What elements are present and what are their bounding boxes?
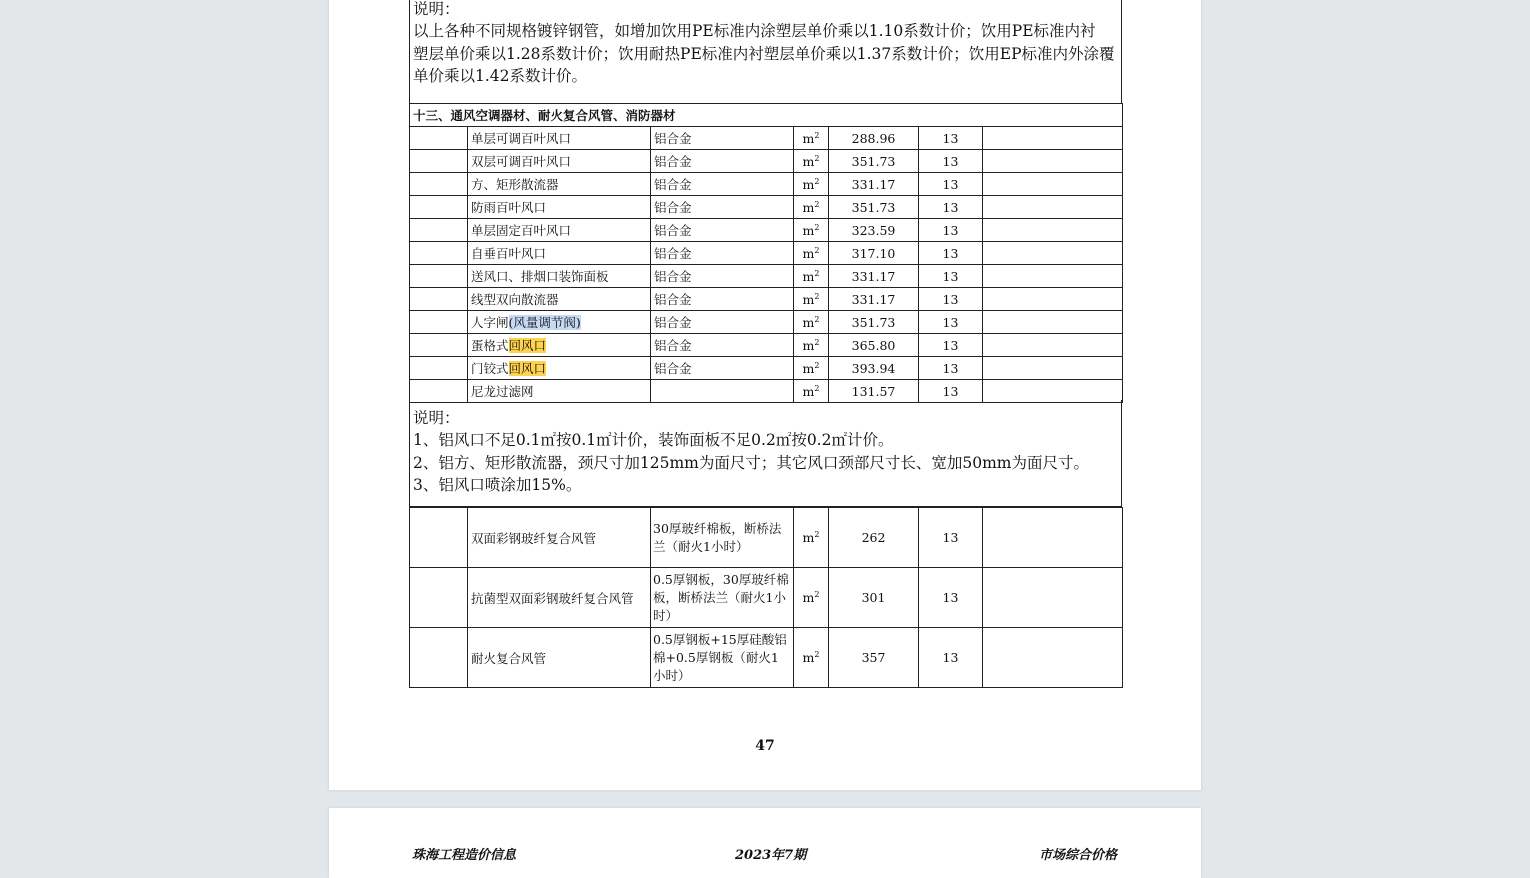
remark-cell bbox=[983, 334, 1123, 357]
vent-price-note bbox=[409, 400, 1122, 507]
material-cell: 铝合金 bbox=[651, 311, 794, 334]
footer-category: 市场综合价格 bbox=[1039, 848, 1118, 863]
unit-cell bbox=[794, 288, 829, 311]
unit-superscript: 2 bbox=[814, 245, 820, 255]
unit-cell bbox=[794, 196, 829, 219]
spec-cell: 0.5厚钢板+15厚硅酸铝棉+0.5厚钢板（耐火1小时） bbox=[651, 628, 794, 688]
remark-cell bbox=[983, 219, 1123, 242]
unit-superscript: 2 bbox=[814, 649, 820, 659]
table-row bbox=[410, 127, 1123, 150]
document-page bbox=[329, 0, 1201, 790]
unit-cell bbox=[794, 242, 829, 265]
table-row bbox=[410, 150, 1123, 173]
tax-rate-cell: 13 bbox=[919, 380, 983, 403]
material-cell: 铝合金 bbox=[651, 288, 794, 311]
unit-text: m bbox=[802, 383, 815, 399]
unit-superscript: 2 bbox=[814, 222, 820, 232]
material-cell: 铝合金 bbox=[651, 265, 794, 288]
price-cell: 331.17 bbox=[829, 173, 919, 196]
note-line: 1、铝风口不足0.1㎡按0.1㎡计价，装饰面板不足0.2㎡按0.2㎡计价。 bbox=[413, 431, 894, 450]
note-line: 2、铝方、矩形散流器，颈尺寸加125mm为面尺寸；其它风口颈部尺寸长、宽加50mm为面尺寸。 bbox=[413, 453, 1089, 472]
unit-cell bbox=[794, 219, 829, 242]
index-cell bbox=[410, 196, 468, 219]
tax-rate-cell: 13 bbox=[919, 150, 983, 173]
remark-cell bbox=[983, 508, 1123, 568]
price-cell: 351.73 bbox=[829, 311, 919, 334]
index-cell bbox=[410, 265, 468, 288]
remark-cell bbox=[983, 150, 1123, 173]
price-cell: 323.59 bbox=[829, 219, 919, 242]
material-cell: 铝合金 bbox=[651, 357, 794, 380]
item-name-cell: 抗菌型双面彩钢玻纤复合风管 bbox=[468, 568, 651, 628]
table-row bbox=[410, 242, 1123, 265]
footer-publication: 珠海工程造价信息 bbox=[412, 848, 517, 863]
tax-rate-cell: 13 bbox=[919, 568, 983, 628]
note-line: 说明： bbox=[413, 409, 460, 427]
price-cell: 317.10 bbox=[829, 242, 919, 265]
hvac-price-table bbox=[409, 103, 1123, 403]
remark-cell bbox=[983, 242, 1123, 265]
tax-rate-cell: 13 bbox=[919, 628, 983, 688]
unit-superscript: 2 bbox=[814, 199, 820, 209]
item-name-cell: 单层可调百叶风口 bbox=[468, 127, 651, 150]
price-cell: 262 bbox=[829, 508, 919, 568]
unit-superscript: 2 bbox=[814, 176, 820, 186]
unit-text: m bbox=[802, 337, 815, 353]
pipe-price-note bbox=[409, 0, 1122, 104]
spec-cell: 0.5厚钢板，30厚玻纤棉板，断桥法兰（耐火1小时） bbox=[651, 568, 794, 628]
tax-rate-cell: 13 bbox=[919, 311, 983, 334]
material-cell: 铝合金 bbox=[651, 127, 794, 150]
item-name-cell: 方、矩形散流器 bbox=[468, 173, 651, 196]
material-cell: 铝合金 bbox=[651, 334, 794, 357]
price-cell: 351.73 bbox=[829, 196, 919, 219]
spec-cell: 30厚玻纤棉板，断桥法兰（耐火1小时） bbox=[651, 508, 794, 568]
material-cell: 铝合金 bbox=[651, 242, 794, 265]
unit-text: m bbox=[802, 650, 815, 665]
unit-text: m bbox=[802, 130, 815, 146]
table-row bbox=[410, 311, 1123, 334]
unit-cell bbox=[794, 357, 829, 380]
tax-rate-cell: 13 bbox=[919, 334, 983, 357]
price-cell: 357 bbox=[829, 628, 919, 688]
index-cell bbox=[410, 568, 468, 628]
tax-rate-cell: 13 bbox=[919, 173, 983, 196]
remark-cell bbox=[983, 288, 1123, 311]
index-cell bbox=[410, 288, 468, 311]
tax-rate-cell: 13 bbox=[919, 508, 983, 568]
index-cell bbox=[410, 219, 468, 242]
unit-cell bbox=[794, 173, 829, 196]
table-row bbox=[410, 196, 1123, 219]
unit-superscript: 2 bbox=[814, 589, 820, 599]
index-cell bbox=[410, 150, 468, 173]
tax-rate-cell: 13 bbox=[919, 288, 983, 311]
unit-cell bbox=[794, 508, 829, 568]
price-cell: 131.57 bbox=[829, 380, 919, 403]
highlighted-text[interactable]: 回风口 bbox=[508, 361, 547, 376]
table-row bbox=[410, 219, 1123, 242]
note-line: 3、铝风口喷涂加15%。 bbox=[413, 475, 582, 494]
unit-superscript: 2 bbox=[814, 314, 820, 324]
index-cell bbox=[410, 173, 468, 196]
unit-superscript: 2 bbox=[814, 291, 820, 301]
table-row bbox=[410, 357, 1123, 380]
table-row bbox=[410, 173, 1123, 196]
item-name-cell bbox=[468, 357, 651, 380]
unit-text: m bbox=[802, 199, 815, 215]
note-line: 单价乘以1.42系数计价。 bbox=[413, 66, 588, 85]
unit-text: m bbox=[802, 245, 815, 261]
highlighted-text[interactable]: 回风口 bbox=[508, 338, 547, 353]
item-name-prefix: 蛋格式 bbox=[471, 338, 509, 353]
remark-cell bbox=[983, 628, 1123, 688]
unit-cell bbox=[794, 150, 829, 173]
tax-rate-cell: 13 bbox=[919, 265, 983, 288]
footer-issue: 2023年7期 bbox=[735, 848, 807, 863]
unit-text: m bbox=[802, 222, 815, 238]
page-number: 47 bbox=[755, 738, 775, 754]
tax-rate-cell: 13 bbox=[919, 127, 983, 150]
remark-cell bbox=[983, 357, 1123, 380]
unit-text: m bbox=[802, 153, 815, 169]
item-name-cell: 尼龙过滤网 bbox=[468, 380, 651, 403]
material-cell: 铝合金 bbox=[651, 150, 794, 173]
unit-text: m bbox=[802, 530, 815, 545]
unit-text: m bbox=[802, 314, 815, 330]
item-name-cell: 双层可调百叶风口 bbox=[468, 150, 651, 173]
price-cell: 301 bbox=[829, 568, 919, 628]
unit-superscript: 2 bbox=[814, 360, 820, 370]
tax-rate-cell: 13 bbox=[919, 242, 983, 265]
item-name-cell: 耐火复合风管 bbox=[468, 628, 651, 688]
unit-text: m bbox=[802, 360, 815, 376]
unit-superscript: 2 bbox=[814, 130, 820, 140]
table-row bbox=[410, 334, 1123, 357]
table-row bbox=[410, 288, 1123, 311]
item-name-cell bbox=[468, 334, 651, 357]
unit-superscript: 2 bbox=[814, 383, 820, 393]
unit-cell bbox=[794, 568, 829, 628]
price-cell: 351.73 bbox=[829, 150, 919, 173]
unit-cell bbox=[794, 334, 829, 357]
unit-cell bbox=[794, 265, 829, 288]
section-title-row bbox=[410, 104, 1123, 127]
remark-cell bbox=[983, 265, 1123, 288]
tax-rate-cell: 13 bbox=[919, 357, 983, 380]
index-cell bbox=[410, 127, 468, 150]
section-title: 十三、通风空调器材、耐火复合风管、消防器材 bbox=[410, 104, 1123, 127]
remark-cell bbox=[983, 127, 1123, 150]
item-name-cell: 防雨百叶风口 bbox=[468, 196, 651, 219]
item-name-cell: 双面彩钢玻纤复合风管 bbox=[468, 508, 651, 568]
unit-cell bbox=[794, 127, 829, 150]
table-row bbox=[410, 265, 1123, 288]
note-line: 塑层单价乘以1.28系数计价；饮用耐热PE标准内衬塑层单价乘以1.37系数计价；饮用EP标准内外涂覆 bbox=[413, 44, 1115, 63]
index-cell bbox=[410, 311, 468, 334]
unit-superscript: 2 bbox=[814, 268, 820, 278]
unit-superscript: 2 bbox=[814, 337, 820, 347]
unit-superscript: 2 bbox=[814, 529, 820, 539]
price-cell: 288.96 bbox=[829, 127, 919, 150]
material-cell: 铝合金 bbox=[651, 219, 794, 242]
tax-rate-cell: 13 bbox=[919, 219, 983, 242]
item-name-cell: 送风口、排烟口装饰面板 bbox=[468, 265, 651, 288]
remark-cell bbox=[983, 173, 1123, 196]
index-cell bbox=[410, 628, 468, 688]
item-name-cell: 线型双向散流器 bbox=[468, 288, 651, 311]
tax-rate-cell: 13 bbox=[919, 196, 983, 219]
note-line: 以上各种不同规格镀锌钢管，如增加饮用PE标准内涂塑层单价乘以1.10系数计价；饮用PE标准内衬 bbox=[413, 22, 1096, 41]
item-name-cell: 单层固定百叶风口 bbox=[468, 219, 651, 242]
unit-cell bbox=[794, 311, 829, 334]
price-cell: 365.80 bbox=[829, 334, 919, 357]
index-cell bbox=[410, 334, 468, 357]
item-name-prefix: 门铰式 bbox=[471, 361, 509, 376]
remark-cell bbox=[983, 196, 1123, 219]
next-document-page bbox=[329, 808, 1201, 878]
item-name-prefix: 人字闸 bbox=[471, 315, 509, 330]
index-cell bbox=[410, 242, 468, 265]
table-row bbox=[410, 508, 1123, 568]
table-row bbox=[410, 628, 1123, 688]
price-cell: 331.17 bbox=[829, 265, 919, 288]
unit-text: m bbox=[802, 176, 815, 192]
unit-text: m bbox=[802, 291, 815, 307]
unit-text: m bbox=[802, 268, 815, 284]
material-cell: 铝合金 bbox=[651, 196, 794, 219]
highlighted-text[interactable]: (风量调节阀) bbox=[508, 315, 581, 330]
item-name-cell bbox=[468, 311, 651, 334]
remark-cell bbox=[983, 311, 1123, 334]
note-line: 说明： bbox=[413, 0, 460, 18]
index-cell bbox=[410, 357, 468, 380]
unit-superscript: 2 bbox=[814, 153, 820, 163]
material-cell: 铝合金 bbox=[651, 173, 794, 196]
remark-cell bbox=[983, 568, 1123, 628]
table-row bbox=[410, 568, 1123, 628]
unit-cell bbox=[794, 628, 829, 688]
duct-price-table bbox=[409, 507, 1123, 688]
price-cell: 393.94 bbox=[829, 357, 919, 380]
price-cell: 331.17 bbox=[829, 288, 919, 311]
index-cell bbox=[410, 508, 468, 568]
item-name-cell: 自垂百叶风口 bbox=[468, 242, 651, 265]
unit-text: m bbox=[802, 590, 815, 605]
